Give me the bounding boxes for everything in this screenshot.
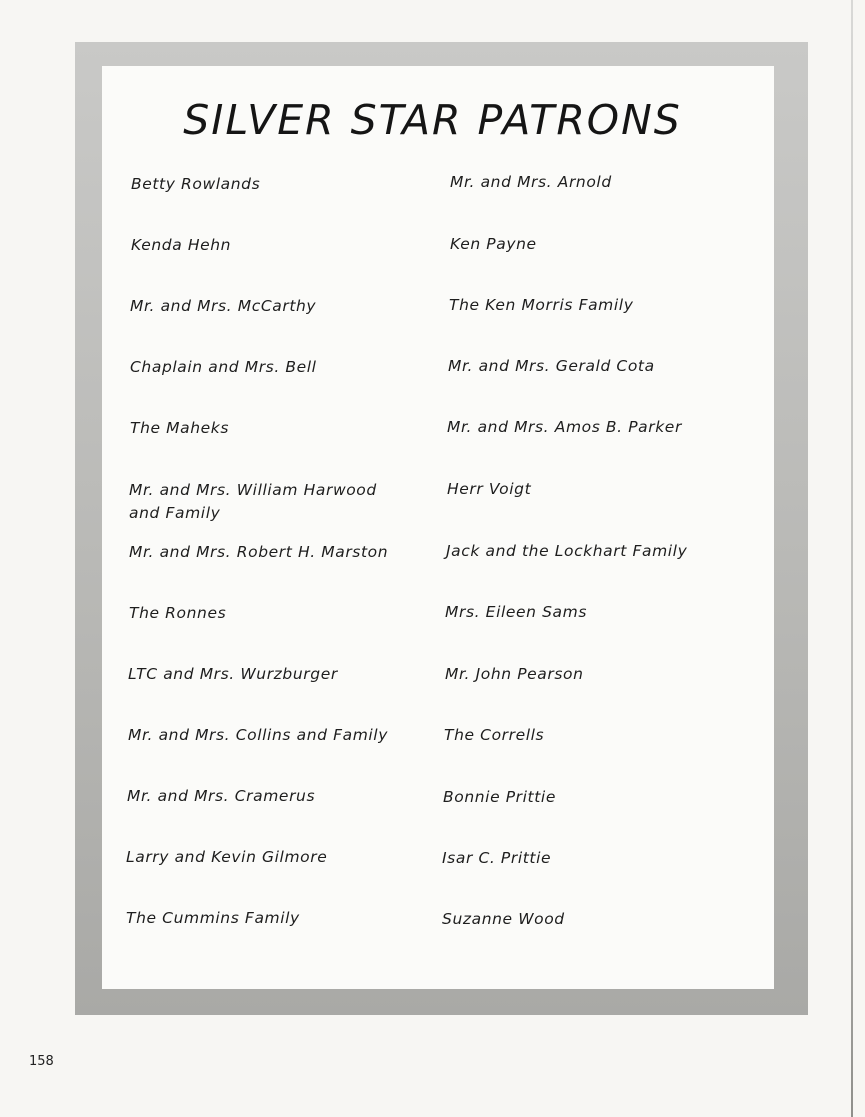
patron-name-left: Chaplain and Mrs. Bell	[130, 358, 317, 376]
patron-name-left: LTC and Mrs. Wurzburger	[128, 665, 338, 683]
patron-name-right: Mr. John Pearson	[445, 665, 584, 683]
patron-name-right: Mr. and Mrs. Arnold	[450, 173, 612, 191]
patron-name-left: The Maheks	[130, 419, 230, 437]
patron-name-left: Mr. and Mrs. Collins and Family	[128, 726, 388, 744]
patron-name-right: Bonnie Prittie	[443, 788, 556, 806]
patron-name-right: Jack and the Lockhart Family	[446, 542, 688, 560]
patron-name-right: Mr. and Mrs. Gerald Cota	[448, 357, 655, 375]
patron-name-left: Mr. and Mrs. William Harwood and Family	[129, 481, 377, 522]
patron-name-right: The Ken Morris Family	[449, 296, 634, 314]
patron-name-left: Mr. and Mrs. Cramerus	[127, 787, 316, 805]
page-edge-shadow	[851, 0, 853, 1117]
patron-name-left: Betty Rowlands	[131, 175, 261, 193]
patron-name-right: Mr. and Mrs. Amos B. Parker	[447, 418, 682, 436]
patron-name-right: Suzanne Wood	[442, 910, 565, 928]
patron-name-left: The Ronnes	[129, 604, 227, 622]
patron-name-left: Mr. and Mrs. Robert H. Marston	[129, 543, 389, 561]
patron-name-right: Mrs. Eileen Sams	[445, 603, 588, 621]
page-title: SILVER STAR PATRONS	[183, 96, 682, 144]
patron-name-left: Kenda Hehn	[131, 236, 232, 254]
patron-name-left: The Cummins Family	[126, 909, 300, 927]
page-number: 158	[29, 1054, 54, 1069]
patron-name-right: Ken Payne	[450, 235, 537, 253]
patron-name-left: Larry and Kevin Gilmore	[126, 848, 328, 866]
patron-name-right: The Corrells	[444, 726, 545, 744]
patron-name-right: Isar C. Prittie	[442, 849, 552, 867]
patron-name-left: Mr. and Mrs. McCarthy	[130, 297, 317, 315]
patron-name-right: Herr Voigt	[447, 480, 532, 498]
